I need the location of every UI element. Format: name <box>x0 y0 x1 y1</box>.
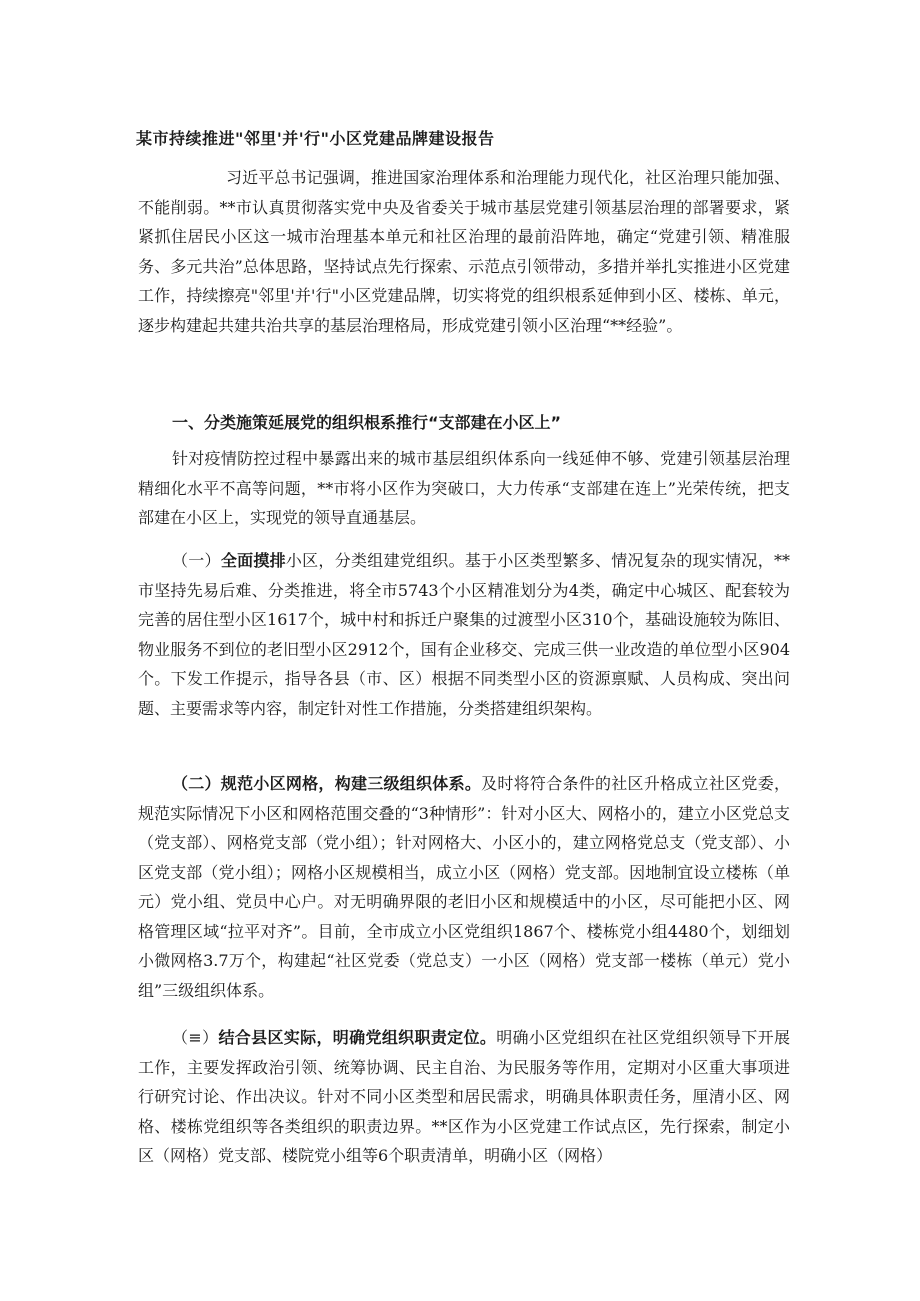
section-heading: 一、分类施策延展党的组织根系推行“支部建在小区上” <box>172 413 562 432</box>
section-body-paragraph: 针对疫情防控过程中暴露出来的城市基层组织体系向一线延伸不够、党建引领基层治理精细化水平不高等问题，**市将小区作为突破口，大力传承“支部建在连上”光荣传统，把支部建在小区上，实现党的领导直通基层。 <box>138 449 790 527</box>
item-two-body: 及时将符合条件的社区升格成立社区党委，规范实际情况下小区和网格范围交叠的“3种情形”：针对小区大、网格小的，建立小区党总支（党支部）、网格党支部（党小组）；针对网格大、小区小的，建立网格党总支（党支部）、小区党支部（党小组）；网格小区规模相当，成立小区（网格）党支部。因地制宜设立楼栋（单元）党小组、党员中心户。对无明确界限的老旧小区和规模适中的小区，尽可能把小区、网格管理区域“拉平对齐”。目前，全市成立小区党组织1867个、楼栋党小组4480个，划细划小微网格3.7万个，构建起“社区党委（党总支）一小区（网格）党支部一楼栋（单元）党小组”三级组织体系。 <box>138 774 790 1000</box>
item-two-paragraph <box>138 769 790 1005</box>
item-one-prefix: （一） <box>172 551 221 570</box>
item-three-paragraph <box>138 1023 790 1171</box>
intro-paragraph: 习近平总书记强调，推进国家治理体系和治理能力现代化，社区治理只能加强、不能削弱。**市认真贯彻落实党中央及省委关于城市基层党建引领基层治理的部署要求，紧紧抓住居民小区这一城市治理基本单元和社区治理的最前沿阵地，确定“党建引领、精准服务、多元共治”总体思路，坚持试点先行探索、示范点引领带动，多措并举扎实推进小区党建工作，持续擦亮"邻里'并'行"小区党建品牌，切实将党的组织根系延伸到小区、楼栋、单元，逐步构建起共建共治共享的基层治理格局，形成党建引领小区治理“**经验”。 <box>138 168 790 335</box>
item-three-prefix: （≡） <box>172 1028 219 1047</box>
item-three-lead: 结合县区实际，明确党组织职责定位。 <box>218 1028 497 1047</box>
item-one-body: 小区，分类组建党组织。基于小区类型繁多、情况复杂的现实情况，**市坚持先易后难、分类推进，将全市5743个小区精准划分为4类，确定中心城区、配套较为完善的居住型小区1617个，城中村和拆迁户聚集的过渡型小区310个，基础设施较为陈旧、物业服务不到位的老旧型小区2912个，国有企业移交、完成三供一业改造的单位型小区904个。下发工作提示，指导各县（市、区）根据不同类型小区的资源禀赋、人员构成、突出问题、主要需求等内容，制定针对性工作措施，分类搭建组织架构。 <box>138 551 790 718</box>
item-two-lead: （二）规范小区网格，构建三级组织体系。 <box>172 774 482 793</box>
item-one-paragraph <box>138 546 790 723</box>
item-three-body: 明确小区党组织在社区党组织领导下开展工作，主要发挥政治引领、统筹协调、民主自治、为民服务等作用，定期对小区重大事项进行研究讨论、作出决议。针对不同小区类型和居民需求，明确具体职责任务，厘清小区、网格、楼栋党组织等各类组织的职责边界。**区作为小区党建工作试点区，先行探索，制定小区（网格）党支部、楼院党小组等6个职责清单，明确小区（网格） <box>138 1028 790 1165</box>
item-one-lead: 全面摸排 <box>220 551 286 570</box>
document-title: 某市持续推进"邻里'并'行"小区党建品牌建设报告 <box>136 129 495 148</box>
